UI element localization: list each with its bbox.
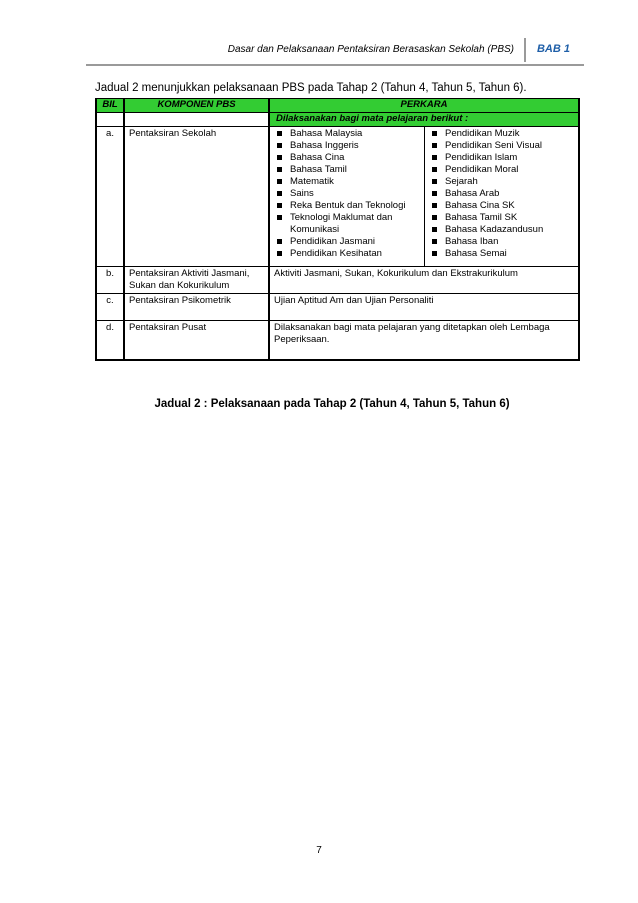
square-bullet-icon: [432, 227, 437, 232]
table-row: [96, 321, 579, 361]
square-bullet-icon: [432, 155, 437, 160]
square-bullet-icon: [432, 179, 437, 184]
subject-label: Bahasa Tamil: [290, 164, 347, 175]
subject-label: Bahasa Cina SK: [445, 200, 515, 211]
subject-label: Pendidikan Seni Visual: [445, 140, 543, 151]
header-perkara: PERKARA: [269, 99, 579, 113]
table-row: [96, 127, 579, 267]
table-caption: Jadual 2 : Pelaksanaan pada Tahap 2 (Tahun 4, Tahun 5, Tahun 6): [154, 398, 510, 410]
subject-item: [429, 236, 574, 248]
square-bullet-icon: [277, 203, 282, 208]
subject-label: Teknologi Maklumat dan Komunikasi: [290, 212, 393, 235]
header-title: Dasar dan Pelaksanaan Pentaksiran Berasaskan Sekolah (PBS): [227, 44, 514, 55]
row-perkara: Aktiviti Jasmani, Sukan, Kokurikulum dan Ekstrakurikulum: [269, 267, 579, 294]
square-bullet-icon: [432, 143, 437, 148]
subject-item: [274, 200, 420, 212]
subject-item: [274, 140, 420, 152]
table-row: [96, 267, 579, 294]
subject-label: Pendidikan Muzik: [445, 128, 520, 139]
square-bullet-icon: [432, 239, 437, 244]
square-bullet-icon: [277, 143, 282, 148]
square-bullet-icon: [432, 251, 437, 256]
row-bil: d.: [96, 321, 124, 361]
subject-label: Matematik: [290, 176, 334, 187]
table-row: [96, 294, 579, 321]
square-bullet-icon: [277, 239, 282, 244]
subject-list-right: [429, 128, 574, 260]
subject-item: [274, 152, 420, 164]
row-perkara: Ujian Aptitud Am dan Ujian Personaliti: [269, 294, 579, 321]
page-header: [86, 36, 584, 66]
row-komponen: Pentaksiran Sekolah: [124, 127, 269, 267]
square-bullet-icon: [432, 131, 437, 136]
subject-label: Bahasa Semai: [445, 248, 507, 259]
subject-item: [429, 140, 574, 152]
subject-item: [429, 128, 574, 140]
subject-item: [274, 212, 420, 236]
subject-label: Pendidikan Moral: [445, 164, 519, 175]
subject-item: [429, 212, 574, 224]
square-bullet-icon: [277, 179, 282, 184]
row-komponen: Pentaksiran Aktiviti Jasmani, Sukan dan Kokurikulum: [124, 267, 269, 294]
subject-item: [429, 188, 574, 200]
intro-text: Jadual 2 menunjukkan pelaksanaan PBS pada Tahap 2 (Tahun 4, Tahun 5, Tahun 6).: [95, 82, 527, 94]
chapter-label: BAB 1: [536, 43, 570, 55]
square-bullet-icon: [432, 215, 437, 220]
row-bil: c.: [96, 294, 124, 321]
row-komponen: Pentaksiran Pusat: [124, 321, 269, 361]
subject-label: Sains: [290, 188, 314, 199]
header-divider: [524, 38, 526, 62]
row-bil: b.: [96, 267, 124, 294]
subject-label: Bahasa Inggeris: [290, 140, 359, 151]
row-bil: a.: [96, 127, 124, 267]
subject-item: [274, 128, 420, 140]
subject-label: Reka Bentuk dan Teknologi: [290, 200, 406, 211]
subject-list-left: [274, 128, 420, 260]
subject-label: Bahasa Kadazandusun: [445, 224, 544, 235]
square-bullet-icon: [432, 191, 437, 196]
subject-label: Bahasa Arab: [445, 188, 500, 199]
subject-label: Bahasa Tamil SK: [445, 212, 518, 223]
subject-label: Bahasa Iban: [445, 236, 499, 247]
row-komponen: Pentaksiran Psikometrik: [124, 294, 269, 321]
header-komponen: KOMPONEN PBS: [124, 99, 269, 113]
square-bullet-icon: [432, 203, 437, 208]
square-bullet-icon: [277, 251, 282, 256]
subject-item: [429, 248, 574, 260]
square-bullet-icon: [432, 167, 437, 172]
subject-label: Bahasa Cina: [290, 152, 345, 163]
square-bullet-icon: [277, 191, 282, 196]
subject-item: [429, 152, 574, 164]
row-perkara: Dilaksanakan bagi mata pelajaran yang ditetapkan oleh Lembaga Peperiksaan.: [269, 321, 579, 361]
subject-list: [269, 127, 579, 267]
square-bullet-icon: [277, 167, 282, 172]
subject-label: Pendidikan Islam: [445, 152, 518, 163]
subheader: Dilaksanakan bagi mata pelajaran berikut :: [269, 113, 579, 127]
subject-label: Pendidikan Kesihatan: [290, 248, 382, 259]
subject-item: [429, 224, 574, 236]
subject-item: [429, 200, 574, 212]
pbs-table: [95, 98, 580, 361]
subject-item: [429, 164, 574, 176]
square-bullet-icon: [277, 131, 282, 136]
subject-item: [274, 188, 420, 200]
subject-item: [274, 236, 420, 248]
subject-item: [274, 248, 420, 260]
header-bil: BIL: [96, 99, 124, 113]
subject-label: Sejarah: [445, 176, 478, 187]
square-bullet-icon: [277, 155, 282, 160]
page-number: 7: [316, 845, 322, 856]
subject-item: [274, 164, 420, 176]
subject-label: Pendidikan Jasmani: [290, 236, 376, 247]
subject-label: Bahasa Malaysia: [290, 128, 363, 139]
subject-item: [429, 176, 574, 188]
square-bullet-icon: [277, 215, 282, 220]
subject-item: [274, 176, 420, 188]
